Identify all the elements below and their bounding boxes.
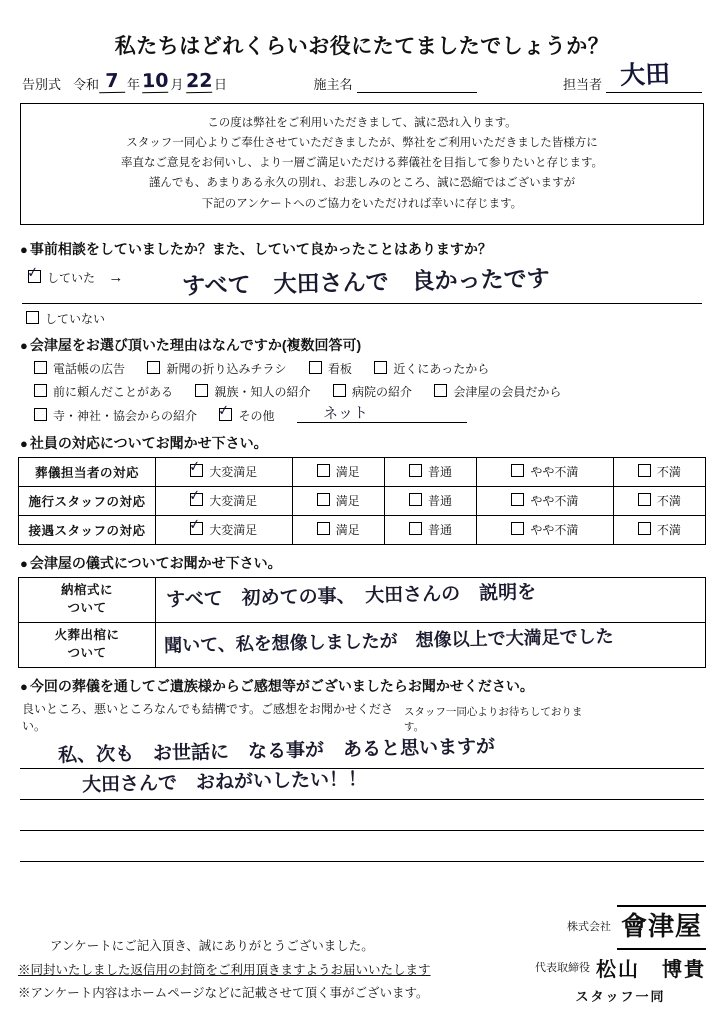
client-label: 施主名 xyxy=(313,77,353,92)
q2-option-6-checkbox[interactable] xyxy=(333,384,346,397)
intro-line-4: 謹んでも、あまりある永久の別れ、お悲しみのところ、誠に恐縮ではございますが xyxy=(148,177,576,190)
intro-line-3: 率直なご意見をお伺いし、より一層ご満足いただける葬儀社を目指して参りたいと存じます。 xyxy=(120,157,604,170)
q2-option-1[interactable] xyxy=(147,360,286,377)
q3-row-0-cell-0[interactable]: ✓ 大変満足 xyxy=(156,457,293,486)
q2-option-7-checkbox[interactable] xyxy=(434,384,447,397)
q2-option-2-checkbox[interactable] xyxy=(309,361,322,374)
q1-option-1-label: していない xyxy=(45,311,106,326)
page-title: 私たちはどれくらいお役にたてましたでしょうか？ xyxy=(114,35,610,58)
q3-row-2-cell-4-label: 不満 xyxy=(656,523,681,538)
question-4-heading: ● 会津屋の儀式についてお聞かせ下さい。 xyxy=(20,553,706,573)
q2-row-0 xyxy=(34,360,706,378)
date-day-value: 22 xyxy=(185,69,213,93)
footer-text-block xyxy=(18,935,431,1006)
q2-other-value: ネット xyxy=(322,403,369,423)
q4-row-0-answer-cell[interactable] xyxy=(156,577,706,622)
q2-option-3-label: 近くにあったから xyxy=(393,361,490,376)
date-month-unit: 月 xyxy=(170,77,184,92)
footer-note-1: ※同封いたしました返信用の封筒をご利用頂きますようお届いいたします xyxy=(18,962,431,977)
q2-option-1-checkbox[interactable] xyxy=(147,361,160,374)
question-5-lines xyxy=(20,735,704,862)
rep-title: 代表取締役 xyxy=(535,962,590,975)
q2-option-6-label: 病院の紹介 xyxy=(351,384,412,399)
table-row xyxy=(19,457,706,486)
q1-arrow: → xyxy=(108,268,124,286)
q3-row-1-cell-2[interactable] xyxy=(384,486,476,515)
q4-row-1-label-line2: ついて xyxy=(67,645,107,660)
q4-row-1-label-line1: 火葬出棺に xyxy=(54,628,120,643)
intro-line-5: 下記のアンケートへのご協力をいただければ幸いに存じます。 xyxy=(201,197,523,210)
q3-row-2-cell-0[interactable]: ✓ 大変満足 xyxy=(156,515,293,544)
footer-note-2: ※アンケート内容はホームページなどに記載させて頂く事がございます。 xyxy=(18,986,429,1001)
q3-row-1-cell-3-label: やや不満 xyxy=(530,494,579,509)
q3-row-1-label: 施行スタッフの対応 xyxy=(19,486,156,515)
q2-row-1 xyxy=(34,383,706,401)
q3-row-1-cell-2-label: 普通 xyxy=(427,494,452,509)
q3-row-0-cell-1[interactable] xyxy=(292,457,384,486)
question-1-answer-line[interactable] xyxy=(22,263,702,304)
q2-option-0-label: 電話帳の広告 xyxy=(53,361,126,376)
q2-option-5[interactable] xyxy=(195,383,310,400)
q3-row-2-cell-0-label: 大変満足 xyxy=(209,523,258,538)
company-block xyxy=(535,905,706,1007)
q3-row-0-cell-0-label: 大変満足 xyxy=(209,465,258,480)
q3-row-2-cell-2-label: 普通 xyxy=(427,523,452,538)
table-row xyxy=(19,486,706,515)
q2-option-4[interactable] xyxy=(34,383,173,400)
q2-option-6[interactable] xyxy=(333,383,412,400)
q2-option-2-label: 看板 xyxy=(327,361,352,376)
q3-row-0-cell-3[interactable] xyxy=(477,457,614,486)
q2-option-4-checkbox[interactable] xyxy=(34,384,47,397)
q5-line-3[interactable] xyxy=(20,831,704,862)
q2-option-9-label: その他 xyxy=(238,408,275,423)
q3-row-1-cell-1[interactable] xyxy=(292,486,384,515)
client-name-field[interactable] xyxy=(357,70,477,93)
q3-row-1-cell-1-label: 満足 xyxy=(335,494,360,509)
q3-row-0-cell-2[interactable] xyxy=(384,457,476,486)
question-5-subtext xyxy=(22,700,706,734)
q4-row-1-answer: 聞いて、私を想像しましたが 想像以上で大満足でした xyxy=(163,625,614,657)
q2-option-0[interactable] xyxy=(34,360,125,377)
staff-rating-table xyxy=(18,457,706,545)
q2-option-1-label: 新聞の折り込みチラシ xyxy=(166,361,287,376)
q3-row-2-cell-3-label: やや不満 xyxy=(530,523,579,538)
representative-row xyxy=(535,954,706,984)
question-3-heading: ● 社員の対応についてお聞かせ下さい。 xyxy=(20,433,706,453)
q3-row-2-cell-2[interactable] xyxy=(384,515,476,544)
spacer-2 xyxy=(481,75,560,93)
q2-option-5-checkbox[interactable] xyxy=(195,384,208,397)
table-row xyxy=(19,577,706,622)
footer-thanks: アンケートにご記入頂き、誠にありがとうございました。 xyxy=(50,938,374,953)
intro-box xyxy=(20,103,704,225)
q2-option-4-label: 前に頼んだことがある xyxy=(53,384,174,399)
q2-option-8-checkbox[interactable] xyxy=(34,408,47,421)
q3-row-1-cell-0-label: 大変満足 xyxy=(209,494,258,509)
q3-row-2-cell-4[interactable] xyxy=(613,515,705,544)
ceremony-label: 告別式 xyxy=(22,77,62,92)
q3-row-2-label: 接遇スタッフの対応 xyxy=(19,515,156,544)
q2-option-7-label: 会津屋の会員だから xyxy=(453,384,562,399)
q3-row-1-cell-4-label: 不満 xyxy=(656,494,681,509)
question-1-heading: ● 事前相談をしていましたか？また、していて良かったことはありますか？ xyxy=(20,239,706,259)
staff-line: スタッフ一同 xyxy=(575,988,666,1004)
era-label: 令和 xyxy=(73,77,100,92)
q2-option-9-checkbox[interactable]: ✓ xyxy=(217,401,232,420)
q5-sub-right: スタッフ一同心よりお待ちしております。 xyxy=(403,705,583,733)
q2-option-8-label: 寺・神社・協会からの紹介 xyxy=(53,408,198,423)
q5-line-0-text: 私、次も お世話に なる事が あると思いますが xyxy=(57,735,496,767)
q1-option-0-label: していた xyxy=(47,270,96,285)
staff-name-field[interactable] xyxy=(606,59,702,93)
q4-row-0-label-line1: 納棺式に xyxy=(60,583,113,598)
staff-label: 担当者 xyxy=(563,77,603,92)
q1-option-1-checkbox[interactable] xyxy=(26,311,39,324)
q4-row-0-label-line2: ついて xyxy=(67,600,107,615)
q2-row-2 xyxy=(34,401,706,425)
q1-answer-text: すべて 大田さんで 良かったです xyxy=(181,265,550,300)
q5-sub-left: 良いところ、悪いところなんでも結構です。ご感想をお聞かせください。 xyxy=(22,701,394,733)
q5-line-1[interactable] xyxy=(20,769,704,800)
q2-option-9[interactable] xyxy=(217,401,275,424)
q3-row-0-cell-4-label: 不満 xyxy=(656,465,681,480)
company-prefix: 株式会社 xyxy=(566,920,611,933)
intro-line-1: この度は弊社をご利用いただきまして、誠に恐れ入ります。 xyxy=(207,117,517,129)
date-day-unit: 日 xyxy=(213,77,227,92)
ceremony-comment-table xyxy=(18,577,706,668)
question-2-heading: ● 会津屋をお選び頂いた理由はなんですか(複数回答可) xyxy=(20,335,706,355)
question-5-heading: ● 今回の葬儀を通してご遺族様からご感想等がございましたらお聞かせください。 xyxy=(20,676,706,696)
date-month-value: 10 xyxy=(141,69,169,93)
q4-row-1-answer-cell[interactable] xyxy=(156,622,706,667)
q5-line-2[interactable] xyxy=(20,800,704,831)
q3-row-0-label: 葬儀担当者の対応 xyxy=(19,457,156,486)
q4-row-1-label xyxy=(19,622,156,667)
q2-option-3-checkbox[interactable] xyxy=(374,361,387,374)
header-row xyxy=(22,59,702,93)
q3-row-2-cell-1-label: 満足 xyxy=(335,523,360,538)
q2-option-2[interactable] xyxy=(309,360,352,377)
q3-row-2-cell-1[interactable] xyxy=(292,515,384,544)
company-logo: 會津屋 xyxy=(617,905,706,950)
q3-row-1-cell-4[interactable] xyxy=(613,486,705,515)
q2-option-3[interactable] xyxy=(374,360,489,377)
q2-option-0-checkbox[interactable] xyxy=(34,361,47,374)
company-row xyxy=(535,905,706,950)
q3-row-1-cell-3[interactable] xyxy=(477,486,614,515)
q2-option-5-label: 親族・知人の紹介 xyxy=(214,384,311,399)
intro-line-2: スタッフ一同心よりご奉仕させていただきましたが、弊社をご利用いただきました皆様方に xyxy=(126,137,598,150)
staff-name-value: 大田 xyxy=(619,59,671,90)
q2-option-7[interactable] xyxy=(434,383,561,400)
footer xyxy=(18,905,706,1007)
spacer-1 xyxy=(231,75,310,93)
q3-row-0-cell-4[interactable] xyxy=(613,457,705,486)
q1-option-0-checkbox[interactable]: ✓ xyxy=(25,263,40,282)
q3-row-1-cell-0[interactable]: ✓ 大変満足 xyxy=(156,486,293,515)
q2-other-field[interactable] xyxy=(297,403,467,423)
table-row xyxy=(19,515,706,544)
date-year-value: 7 xyxy=(99,72,125,93)
q3-row-0-cell-2-label: 普通 xyxy=(427,465,452,480)
rep-name: 松山 博貴 xyxy=(596,956,706,981)
q3-row-0-cell-3-label: やや不満 xyxy=(530,465,579,480)
q2-option-8[interactable] xyxy=(34,407,197,424)
q3-row-2-cell-3[interactable] xyxy=(477,515,614,544)
q4-row-0-answer: すべて 初めての事、 大田さんの 説明を xyxy=(165,580,537,611)
q5-line-1-text: 大田さんで おねがいしたい！！ xyxy=(81,767,368,796)
table-row xyxy=(19,622,706,667)
date-year-unit: 年 xyxy=(127,77,141,92)
q4-row-0-label xyxy=(19,577,156,622)
q3-row-0-cell-1-label: 満足 xyxy=(335,465,360,480)
date-group xyxy=(99,69,227,93)
